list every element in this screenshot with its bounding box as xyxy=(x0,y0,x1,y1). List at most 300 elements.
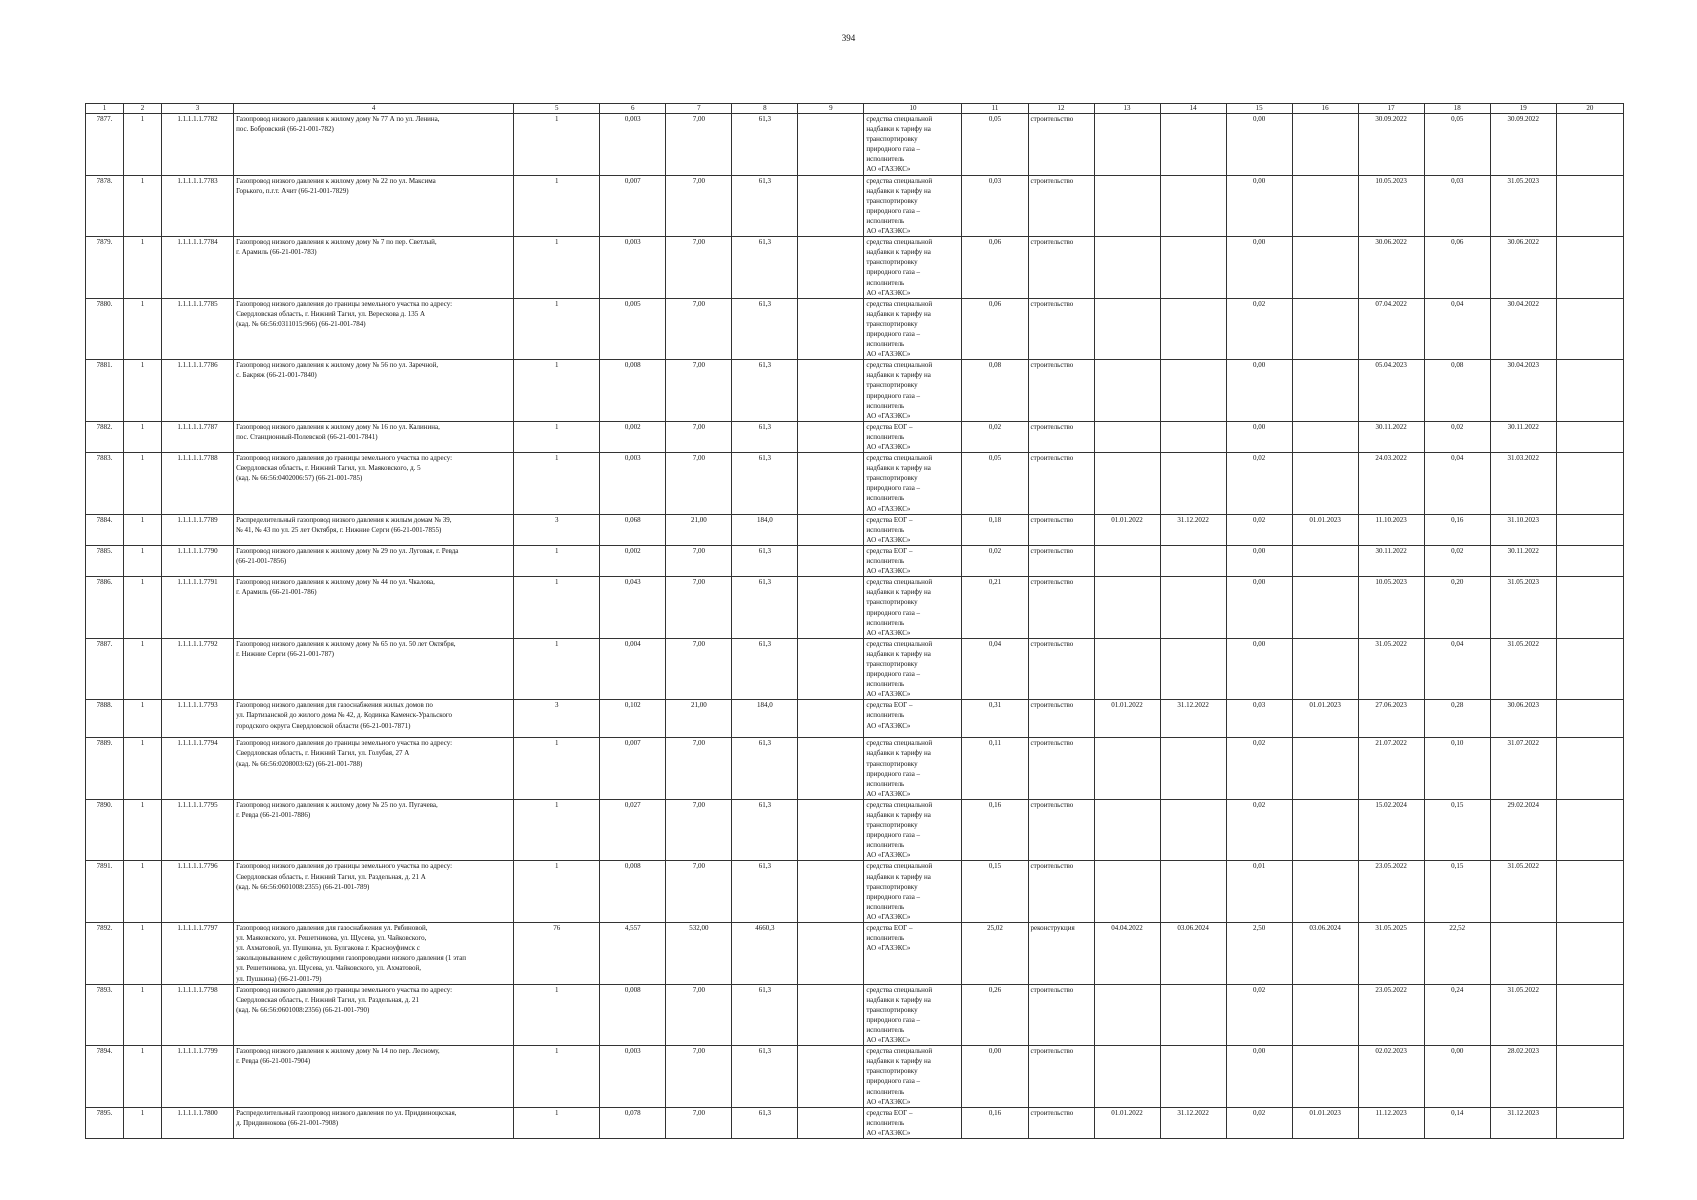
cell-col-5: 1 xyxy=(514,577,600,639)
cell-col-7: 7,00 xyxy=(666,1046,732,1108)
cell-col-17: 30.11.2022 xyxy=(1358,545,1424,576)
cell-col-4: Распределительный газопровод низкого давления к жилым домам № 39, № 41, № 43 по ул. 25 лет Октября, г. Нижние Серги (66-21-001-7855) xyxy=(234,514,514,545)
cell-col-9 xyxy=(798,114,864,176)
cell-col-15: 0,01 xyxy=(1226,861,1292,923)
cell-col-10: средства специальной надбавки к тарифу на транспортировку природного газа – исполнитель АО «ГАЗЭКС» xyxy=(864,1046,962,1108)
cell-col-2: 1 xyxy=(124,738,162,800)
cell-col-12: строительство xyxy=(1028,114,1094,176)
cell-col-1: 7895. xyxy=(86,1107,124,1138)
cell-col-9 xyxy=(798,861,864,923)
cell-col-2: 1 xyxy=(124,175,162,237)
cell-col-16 xyxy=(1292,545,1358,576)
cell-col-16 xyxy=(1292,421,1358,452)
cell-col-10: средства специальной надбавки к тарифу на транспортировку природного газа – исполнитель АО «ГАЗЭКС» xyxy=(864,298,962,360)
cell-col-14 xyxy=(1160,421,1226,452)
cell-col-10: средства специальной надбавки к тарифу на транспортировку природного газа – исполнитель АО «ГАЗЭКС» xyxy=(864,638,962,700)
cell-col-11: 0,04 xyxy=(962,638,1028,700)
cell-col-8: 61,3 xyxy=(732,799,798,861)
cell-col-13 xyxy=(1094,453,1160,515)
table-body xyxy=(86,114,1624,1139)
cell-col-6: 0,005 xyxy=(600,298,666,360)
cell-col-9 xyxy=(798,545,864,576)
cell-col-5: 1 xyxy=(514,1046,600,1108)
cell-col-7: 21,00 xyxy=(666,700,732,738)
cell-col-3: 1.1.1.1.1.7798 xyxy=(162,984,234,1046)
cell-col-3: 1.1.1.1.1.7787 xyxy=(162,421,234,452)
cell-col-10: средства ЕОГ – исполнитель АО «ГАЗЭКС» xyxy=(864,545,962,576)
cell-col-3: 1.1.1.1.1.7799 xyxy=(162,1046,234,1108)
column-header-15: 15 xyxy=(1226,104,1292,114)
cell-col-16 xyxy=(1292,984,1358,1046)
cell-col-7: 7,00 xyxy=(666,799,732,861)
cell-col-8: 61,3 xyxy=(732,360,798,422)
cell-col-16 xyxy=(1292,360,1358,422)
column-header-14: 14 xyxy=(1160,104,1226,114)
cell-col-12: строительство xyxy=(1028,545,1094,576)
cell-col-11: 0,06 xyxy=(962,237,1028,299)
cell-col-20 xyxy=(1556,799,1623,861)
cell-col-18: 0,16 xyxy=(1424,514,1490,545)
cell-col-14 xyxy=(1160,360,1226,422)
cell-col-18: 0,14 xyxy=(1424,1107,1490,1138)
cell-col-4: Газопровод низкого давления к жилому дому № 44 по ул. Чкалова, г. Арамиль (66-21-001-786) xyxy=(234,577,514,639)
cell-col-17: 05.04.2023 xyxy=(1358,360,1424,422)
table-row xyxy=(86,923,1624,985)
cell-col-16 xyxy=(1292,861,1358,923)
cell-col-3: 1.1.1.1.1.7788 xyxy=(162,453,234,515)
column-header-1: 1 xyxy=(86,104,124,114)
cell-col-2: 1 xyxy=(124,237,162,299)
cell-col-17: 15.02.2024 xyxy=(1358,799,1424,861)
cell-col-13 xyxy=(1094,237,1160,299)
cell-col-7: 7,00 xyxy=(666,298,732,360)
cell-col-1: 7890. xyxy=(86,799,124,861)
cell-col-5: 1 xyxy=(514,114,600,176)
cell-col-10: средства специальной надбавки к тарифу на транспортировку природного газа – исполнитель АО «ГАЗЭКС» xyxy=(864,577,962,639)
cell-col-1: 7882. xyxy=(86,421,124,452)
cell-col-6: 0,007 xyxy=(600,738,666,800)
cell-col-15: 0,02 xyxy=(1226,1107,1292,1138)
cell-col-10: средства ЕОГ – исполнитель АО «ГАЗЭКС» xyxy=(864,514,962,545)
cell-col-6: 0,003 xyxy=(600,453,666,515)
cell-col-20 xyxy=(1556,514,1623,545)
cell-col-8: 61,3 xyxy=(732,421,798,452)
cell-col-12: строительство xyxy=(1028,298,1094,360)
cell-col-17: 11.12.2023 xyxy=(1358,1107,1424,1138)
cell-col-17: 31.05.2022 xyxy=(1358,638,1424,700)
cell-col-9 xyxy=(798,298,864,360)
cell-col-5: 1 xyxy=(514,453,600,515)
cell-col-1: 7887. xyxy=(86,638,124,700)
cell-col-20 xyxy=(1556,577,1623,639)
cell-col-2: 1 xyxy=(124,638,162,700)
cell-col-2: 1 xyxy=(124,421,162,452)
cell-col-11: 0,26 xyxy=(962,984,1028,1046)
cell-col-18: 0,24 xyxy=(1424,984,1490,1046)
cell-col-19: 30.11.2022 xyxy=(1490,545,1556,576)
cell-col-14 xyxy=(1160,1046,1226,1108)
cell-col-18: 0,06 xyxy=(1424,237,1490,299)
cell-col-15: 0,00 xyxy=(1226,360,1292,422)
cell-col-6: 0,003 xyxy=(600,1046,666,1108)
cell-col-10: средства специальной надбавки к тарифу на транспортировку природного газа – исполнитель АО «ГАЗЭКС» xyxy=(864,861,962,923)
cell-col-1: 7884. xyxy=(86,514,124,545)
cell-col-6: 0,003 xyxy=(600,114,666,176)
cell-col-9 xyxy=(798,360,864,422)
cell-col-3: 1.1.1.1.1.7797 xyxy=(162,923,234,985)
cell-col-14 xyxy=(1160,984,1226,1046)
cell-col-13 xyxy=(1094,638,1160,700)
cell-col-3: 1.1.1.1.1.7790 xyxy=(162,545,234,576)
cell-col-19: 30.04.2022 xyxy=(1490,298,1556,360)
cell-col-7: 7,00 xyxy=(666,577,732,639)
cell-col-6: 0,027 xyxy=(600,799,666,861)
cell-col-13: 04.04.2022 xyxy=(1094,923,1160,985)
cell-col-3: 1.1.1.1.1.7792 xyxy=(162,638,234,700)
cell-col-8: 61,3 xyxy=(732,545,798,576)
cell-col-14: 31.12.2022 xyxy=(1160,514,1226,545)
cell-col-20 xyxy=(1556,700,1623,738)
cell-col-8: 4660,3 xyxy=(732,923,798,985)
cell-col-15: 0,02 xyxy=(1226,738,1292,800)
cell-col-13 xyxy=(1094,545,1160,576)
cell-col-18: 0,15 xyxy=(1424,861,1490,923)
cell-col-20 xyxy=(1556,237,1623,299)
cell-col-1: 7893. xyxy=(86,984,124,1046)
cell-col-11: 0,05 xyxy=(962,453,1028,515)
cell-col-15: 0,00 xyxy=(1226,114,1292,176)
cell-col-6: 0,008 xyxy=(600,861,666,923)
cell-col-15: 0,00 xyxy=(1226,545,1292,576)
cell-col-16 xyxy=(1292,453,1358,515)
table-row xyxy=(86,114,1624,176)
cell-col-20 xyxy=(1556,175,1623,237)
cell-col-15: 0,02 xyxy=(1226,298,1292,360)
cell-col-10: средства ЕОГ – исполнитель АО «ГАЗЭКС» xyxy=(864,700,962,738)
column-header-17: 17 xyxy=(1358,104,1424,114)
cell-col-19: 30.11.2022 xyxy=(1490,421,1556,452)
cell-col-3: 1.1.1.1.1.7796 xyxy=(162,861,234,923)
cell-col-19: 30.04.2023 xyxy=(1490,360,1556,422)
cell-col-1: 7886. xyxy=(86,577,124,639)
cell-col-13 xyxy=(1094,577,1160,639)
cell-col-17: 21.07.2022 xyxy=(1358,738,1424,800)
cell-col-17: 11.10.2023 xyxy=(1358,514,1424,545)
cell-col-15: 0,02 xyxy=(1226,799,1292,861)
cell-col-14 xyxy=(1160,738,1226,800)
cell-col-1: 7883. xyxy=(86,453,124,515)
cell-col-2: 1 xyxy=(124,861,162,923)
cell-col-6: 0,002 xyxy=(600,421,666,452)
cell-col-2: 1 xyxy=(124,577,162,639)
cell-col-12: строительство xyxy=(1028,1046,1094,1108)
column-header-20: 20 xyxy=(1556,104,1623,114)
cell-col-2: 1 xyxy=(124,700,162,738)
column-header-4: 4 xyxy=(234,104,514,114)
cell-col-13 xyxy=(1094,298,1160,360)
cell-col-3: 1.1.1.1.1.7795 xyxy=(162,799,234,861)
cell-col-1: 7888. xyxy=(86,700,124,738)
cell-col-10: средства специальной надбавки к тарифу на транспортировку природного газа – исполнитель АО «ГАЗЭКС» xyxy=(864,360,962,422)
cell-col-17: 31.05.2025 xyxy=(1358,923,1424,985)
cell-col-16 xyxy=(1292,175,1358,237)
cell-col-13 xyxy=(1094,984,1160,1046)
cell-col-5: 1 xyxy=(514,1107,600,1138)
cell-col-6: 0,102 xyxy=(600,700,666,738)
cell-col-10: средства специальной надбавки к тарифу на транспортировку природного газа – исполнитель АО «ГАЗЭКС» xyxy=(864,114,962,176)
cell-col-9 xyxy=(798,984,864,1046)
table-row xyxy=(86,237,1624,299)
cell-col-19: 31.12.2023 xyxy=(1490,1107,1556,1138)
cell-col-17: 23.05.2022 xyxy=(1358,861,1424,923)
column-header-9: 9 xyxy=(798,104,864,114)
table-row xyxy=(86,1046,1624,1108)
cell-col-5: 1 xyxy=(514,421,600,452)
cell-col-15: 2,50 xyxy=(1226,923,1292,985)
cell-col-17: 02.02.2023 xyxy=(1358,1046,1424,1108)
cell-col-12: строительство xyxy=(1028,175,1094,237)
cell-col-20 xyxy=(1556,360,1623,422)
cell-col-13: 01.01.2022 xyxy=(1094,1107,1160,1138)
cell-col-12: строительство xyxy=(1028,984,1094,1046)
cell-col-14: 31.12.2022 xyxy=(1160,1107,1226,1138)
cell-col-5: 1 xyxy=(514,861,600,923)
cell-col-11: 25,02 xyxy=(962,923,1028,985)
table-row xyxy=(86,738,1624,800)
cell-col-1: 7891. xyxy=(86,861,124,923)
cell-col-3: 1.1.1.1.1.7793 xyxy=(162,700,234,738)
cell-col-8: 184,0 xyxy=(732,514,798,545)
cell-col-12: строительство xyxy=(1028,799,1094,861)
cell-col-3: 1.1.1.1.1.7782 xyxy=(162,114,234,176)
cell-col-6: 0,068 xyxy=(600,514,666,545)
cell-col-9 xyxy=(798,1107,864,1138)
cell-col-10: средства специальной надбавки к тарифу на транспортировку природного газа – исполнитель АО «ГАЗЭКС» xyxy=(864,237,962,299)
cell-col-16 xyxy=(1292,114,1358,176)
cell-col-13 xyxy=(1094,421,1160,452)
cell-col-4: Газопровод низкого давления к жилому дому № 56 по ул. Заречной, с. Бакряж (66-21-001-7840) xyxy=(234,360,514,422)
cell-col-9 xyxy=(798,421,864,452)
cell-col-10: средства специальной надбавки к тарифу на транспортировку природного газа – исполнитель АО «ГАЗЭКС» xyxy=(864,984,962,1046)
cell-col-20 xyxy=(1556,638,1623,700)
cell-col-10: средства ЕОГ – исполнитель АО «ГАЗЭКС» xyxy=(864,1107,962,1138)
cell-col-10: средства ЕОГ – исполнитель АО «ГАЗЭКС» xyxy=(864,421,962,452)
table-row xyxy=(86,577,1624,639)
cell-col-12: строительство xyxy=(1028,577,1094,639)
cell-col-14 xyxy=(1160,577,1226,639)
cell-col-11: 0,16 xyxy=(962,799,1028,861)
cell-col-3: 1.1.1.1.1.7784 xyxy=(162,237,234,299)
cell-col-3: 1.1.1.1.1.7789 xyxy=(162,514,234,545)
column-header-8: 8 xyxy=(732,104,798,114)
cell-col-4: Газопровод низкого давления к жилому дому № 25 по ул. Пугачева, г. Ревда (66-21-001-7886) xyxy=(234,799,514,861)
cell-col-19: 28.02.2023 xyxy=(1490,1046,1556,1108)
cell-col-16 xyxy=(1292,1046,1358,1108)
cell-col-6: 0,008 xyxy=(600,984,666,1046)
cell-col-14 xyxy=(1160,114,1226,176)
cell-col-16 xyxy=(1292,237,1358,299)
cell-col-3: 1.1.1.1.1.7786 xyxy=(162,360,234,422)
cell-col-19: 30.06.2022 xyxy=(1490,237,1556,299)
cell-col-19: 31.10.2023 xyxy=(1490,514,1556,545)
cell-col-14 xyxy=(1160,298,1226,360)
cell-col-4: Газопровод низкого давления до границы земельного участка по адресу: Свердловская область, г. Нижний Тагил, ул. Голубая, 27 А (кад. № 66:56:0208003:62) (66-21-001-788) xyxy=(234,738,514,800)
page-number: 394 xyxy=(841,33,856,43)
cell-col-1: 7880. xyxy=(86,298,124,360)
cell-col-1: 7877. xyxy=(86,114,124,176)
cell-col-16 xyxy=(1292,577,1358,639)
cell-col-19: 31.05.2023 xyxy=(1490,577,1556,639)
column-header-7: 7 xyxy=(666,104,732,114)
cell-col-9 xyxy=(798,799,864,861)
cell-col-9 xyxy=(798,738,864,800)
cell-col-5: 1 xyxy=(514,638,600,700)
cell-col-15: 0,02 xyxy=(1226,514,1292,545)
cell-col-20 xyxy=(1556,738,1623,800)
cell-col-7: 7,00 xyxy=(666,175,732,237)
cell-col-2: 1 xyxy=(124,984,162,1046)
cell-col-5: 3 xyxy=(514,700,600,738)
cell-col-3: 1.1.1.1.1.7791 xyxy=(162,577,234,639)
column-header-11: 11 xyxy=(962,104,1028,114)
cell-col-18: 0,02 xyxy=(1424,421,1490,452)
cell-col-5: 1 xyxy=(514,738,600,800)
cell-col-7: 7,00 xyxy=(666,237,732,299)
cell-col-16: 01.01.2023 xyxy=(1292,700,1358,738)
cell-col-11: 0,00 xyxy=(962,1046,1028,1108)
cell-col-20 xyxy=(1556,923,1623,985)
cell-col-8: 61,3 xyxy=(732,237,798,299)
cell-col-14 xyxy=(1160,453,1226,515)
cell-col-18: 0,04 xyxy=(1424,638,1490,700)
cell-col-11: 0,16 xyxy=(962,1107,1028,1138)
cell-col-4: Газопровод низкого давления к жилому дому № 29 по ул. Луговая, г. Ревда (66-21-001-7856) xyxy=(234,545,514,576)
cell-col-20 xyxy=(1556,545,1623,576)
cell-col-13 xyxy=(1094,1046,1160,1108)
cell-col-9 xyxy=(798,1046,864,1108)
table-row xyxy=(86,799,1624,861)
cell-col-5: 1 xyxy=(514,298,600,360)
cell-col-17: 27.06.2023 xyxy=(1358,700,1424,738)
header-row xyxy=(86,104,1624,114)
cell-col-18: 0,04 xyxy=(1424,453,1490,515)
cell-col-17: 10.05.2023 xyxy=(1358,175,1424,237)
table-row xyxy=(86,545,1624,576)
cell-col-4: Газопровод низкого давления к жилому дому № 7 по пер. Светлый, г. Арамиль (66-21-001-783) xyxy=(234,237,514,299)
cell-col-13 xyxy=(1094,738,1160,800)
cell-col-12: строительство xyxy=(1028,453,1094,515)
cell-col-18: 0,05 xyxy=(1424,114,1490,176)
cell-col-4: Газопровод низкого давления к жилому дому № 22 по ул. Максима Горького, п.г.т. Ачит (66-21-001-7829) xyxy=(234,175,514,237)
cell-col-8: 184,0 xyxy=(732,700,798,738)
cell-col-16: 01.01.2023 xyxy=(1292,514,1358,545)
cell-col-2: 1 xyxy=(124,545,162,576)
cell-col-7: 21,00 xyxy=(666,514,732,545)
table-row xyxy=(86,421,1624,452)
cell-col-18: 0,08 xyxy=(1424,360,1490,422)
cell-col-17: 10.05.2023 xyxy=(1358,577,1424,639)
cell-col-9 xyxy=(798,453,864,515)
table-row xyxy=(86,984,1624,1046)
cell-col-11: 0,31 xyxy=(962,700,1028,738)
cell-col-8: 61,3 xyxy=(732,114,798,176)
cell-col-15: 0,00 xyxy=(1226,638,1292,700)
cell-col-5: 76 xyxy=(514,923,600,985)
cell-col-12: строительство xyxy=(1028,738,1094,800)
cell-col-18: 22,52 xyxy=(1424,923,1490,985)
cell-col-17: 07.04.2022 xyxy=(1358,298,1424,360)
cell-col-15: 0,00 xyxy=(1226,1046,1292,1108)
cell-col-8: 61,3 xyxy=(732,638,798,700)
cell-col-15: 0,00 xyxy=(1226,577,1292,639)
table-row xyxy=(86,514,1624,545)
cell-col-1: 7878. xyxy=(86,175,124,237)
cell-col-18: 0,04 xyxy=(1424,298,1490,360)
cell-col-18: 0,20 xyxy=(1424,577,1490,639)
cell-col-8: 61,3 xyxy=(732,1107,798,1138)
cell-col-10: средства специальной надбавки к тарифу на транспортировку природного газа – исполнитель АО «ГАЗЭКС» xyxy=(864,453,962,515)
cell-col-17: 23.05.2022 xyxy=(1358,984,1424,1046)
cell-col-18: 0,02 xyxy=(1424,545,1490,576)
cell-col-4: Газопровод низкого давления к жилому дому № 77 А по ул. Ленина, пос. Бобровский (66-21-001-782) xyxy=(234,114,514,176)
cell-col-6: 0,043 xyxy=(600,577,666,639)
cell-col-2: 1 xyxy=(124,1107,162,1138)
cell-col-1: 7885. xyxy=(86,545,124,576)
cell-col-19: 30.06.2023 xyxy=(1490,700,1556,738)
cell-col-15: 0,00 xyxy=(1226,421,1292,452)
cell-col-20 xyxy=(1556,1046,1623,1108)
cell-col-18: 0,10 xyxy=(1424,738,1490,800)
cell-col-3: 1.1.1.1.1.7800 xyxy=(162,1107,234,1138)
cell-col-13: 01.01.2022 xyxy=(1094,700,1160,738)
cell-col-4: Газопровод низкого давления до границы земельного участка по адресу: Свердловская область, г. Нижний Тагил, ул. Раздельная, д. 21 А (кад. № 66:56:0601008:2355) (66-21-001-789) xyxy=(234,861,514,923)
column-header-10: 10 xyxy=(864,104,962,114)
table-row xyxy=(86,360,1624,422)
cell-col-13: 01.01.2022 xyxy=(1094,514,1160,545)
cell-col-10: средства специальной надбавки к тарифу на транспортировку природного газа – исполнитель АО «ГАЗЭКС» xyxy=(864,738,962,800)
cell-col-13 xyxy=(1094,360,1160,422)
cell-col-11: 0,18 xyxy=(962,514,1028,545)
cell-col-16 xyxy=(1292,298,1358,360)
cell-col-11: 0,05 xyxy=(962,114,1028,176)
cell-col-19: 30.09.2022 xyxy=(1490,114,1556,176)
cell-col-12: строительство xyxy=(1028,514,1094,545)
cell-col-18: 0,03 xyxy=(1424,175,1490,237)
cell-col-7: 532,00 xyxy=(666,923,732,985)
cell-col-12: реконструкция xyxy=(1028,923,1094,985)
column-header-2: 2 xyxy=(124,104,162,114)
cell-col-12: строительство xyxy=(1028,638,1094,700)
cell-col-17: 30.11.2022 xyxy=(1358,421,1424,452)
cell-col-5: 1 xyxy=(514,175,600,237)
cell-col-2: 1 xyxy=(124,799,162,861)
column-header-18: 18 xyxy=(1424,104,1490,114)
cell-col-9 xyxy=(798,700,864,738)
cell-col-15: 0,03 xyxy=(1226,700,1292,738)
cell-col-11: 0,11 xyxy=(962,738,1028,800)
cell-col-9 xyxy=(798,923,864,985)
cell-col-9 xyxy=(798,638,864,700)
cell-col-18: 0,15 xyxy=(1424,799,1490,861)
cell-col-2: 1 xyxy=(124,514,162,545)
cell-col-19: 31.07.2022 xyxy=(1490,738,1556,800)
cell-col-4: Газопровод низкого давления до границы земельного участка по адресу: Свердловская область, г. Нижний Тагил, ул. Верескова д. 135 А (кад. № 66:56:0311015:966) (66-21-001-784) xyxy=(234,298,514,360)
cell-col-7: 7,00 xyxy=(666,638,732,700)
cell-col-15: 0,00 xyxy=(1226,237,1292,299)
cell-col-14 xyxy=(1160,861,1226,923)
cell-col-8: 61,3 xyxy=(732,861,798,923)
cell-col-9 xyxy=(798,514,864,545)
